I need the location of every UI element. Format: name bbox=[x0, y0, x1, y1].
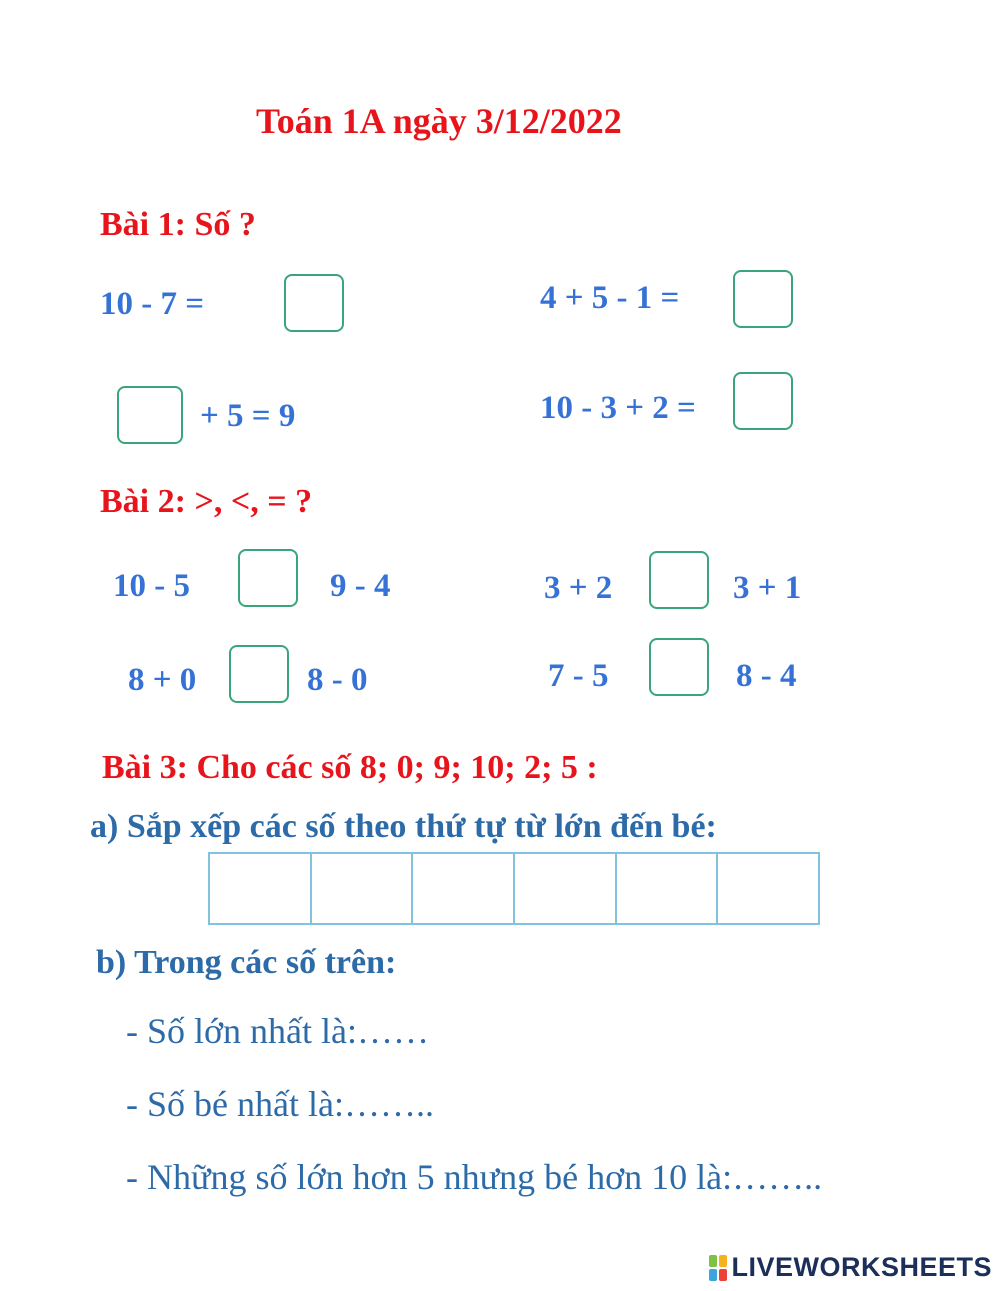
answer-box-1-3[interactable] bbox=[117, 386, 183, 444]
compare-box-4[interactable] bbox=[649, 638, 709, 696]
compare-1-right: 9 - 4 bbox=[330, 568, 391, 604]
exercise-3-heading: Bài 3: Cho các số 8; 0; 9; 10; 2; 5 : bbox=[102, 749, 598, 786]
compare-2-right: 3 + 1 bbox=[733, 570, 802, 606]
ordering-grid bbox=[208, 852, 820, 925]
ordering-cell-2[interactable] bbox=[312, 854, 414, 923]
answer-box-1-4[interactable] bbox=[733, 372, 793, 430]
exercise-1-expr-2: 4 + 5 - 1 = bbox=[540, 280, 680, 316]
exercise-1-heading: Bài 1: Số ? bbox=[100, 206, 256, 243]
ordering-cell-6[interactable] bbox=[718, 854, 818, 923]
ordering-cell-3[interactable] bbox=[413, 854, 515, 923]
compare-3-right: 8 - 0 bbox=[307, 662, 368, 698]
compare-4-left: 7 - 5 bbox=[548, 658, 609, 694]
answer-box-1-2[interactable] bbox=[733, 270, 793, 328]
exercise-2-heading: Bài 2: >, <, = ? bbox=[100, 483, 313, 520]
exercise-1-expr-3: + 5 = 9 bbox=[200, 398, 296, 434]
compare-2-left: 3 + 2 bbox=[544, 570, 613, 606]
exercise-3-part-a: a) Sắp xếp các số theo thứ tự từ lớn đến bé: bbox=[90, 808, 717, 845]
liveworksheets-logo bbox=[709, 1252, 992, 1283]
between-5-and-10-line[interactable]: - Những số lớn hơn 5 nhưng bé hơn 10 là:…….. bbox=[126, 1157, 823, 1197]
compare-1-left: 10 - 5 bbox=[113, 568, 190, 604]
largest-number-line[interactable]: - Số lớn nhất là:…… bbox=[126, 1011, 430, 1051]
ordering-cell-5[interactable] bbox=[617, 854, 719, 923]
exercise-1-expr-1: 10 - 7 = bbox=[100, 286, 205, 322]
compare-box-3[interactable] bbox=[229, 645, 289, 703]
exercise-1-expr-4: 10 - 3 + 2 = bbox=[540, 390, 696, 426]
worksheet-title: Toán 1A ngày 3/12/2022 bbox=[256, 101, 622, 141]
smallest-number-line[interactable]: - Số bé nhất là:…….. bbox=[126, 1084, 434, 1124]
compare-box-1[interactable] bbox=[238, 549, 298, 607]
exercise-3-part-b: b) Trong các số trên: bbox=[96, 944, 397, 981]
liveworksheets-brand: LIVEWORKSHEETS bbox=[731, 1252, 992, 1282]
compare-4-right: 8 - 4 bbox=[736, 658, 797, 694]
liveworksheets-logo-icon bbox=[709, 1255, 727, 1281]
answer-box-1-1[interactable] bbox=[284, 274, 344, 332]
compare-box-2[interactable] bbox=[649, 551, 709, 609]
compare-3-left: 8 + 0 bbox=[128, 662, 197, 698]
ordering-cell-4[interactable] bbox=[515, 854, 617, 923]
ordering-cell-1[interactable] bbox=[210, 854, 312, 923]
